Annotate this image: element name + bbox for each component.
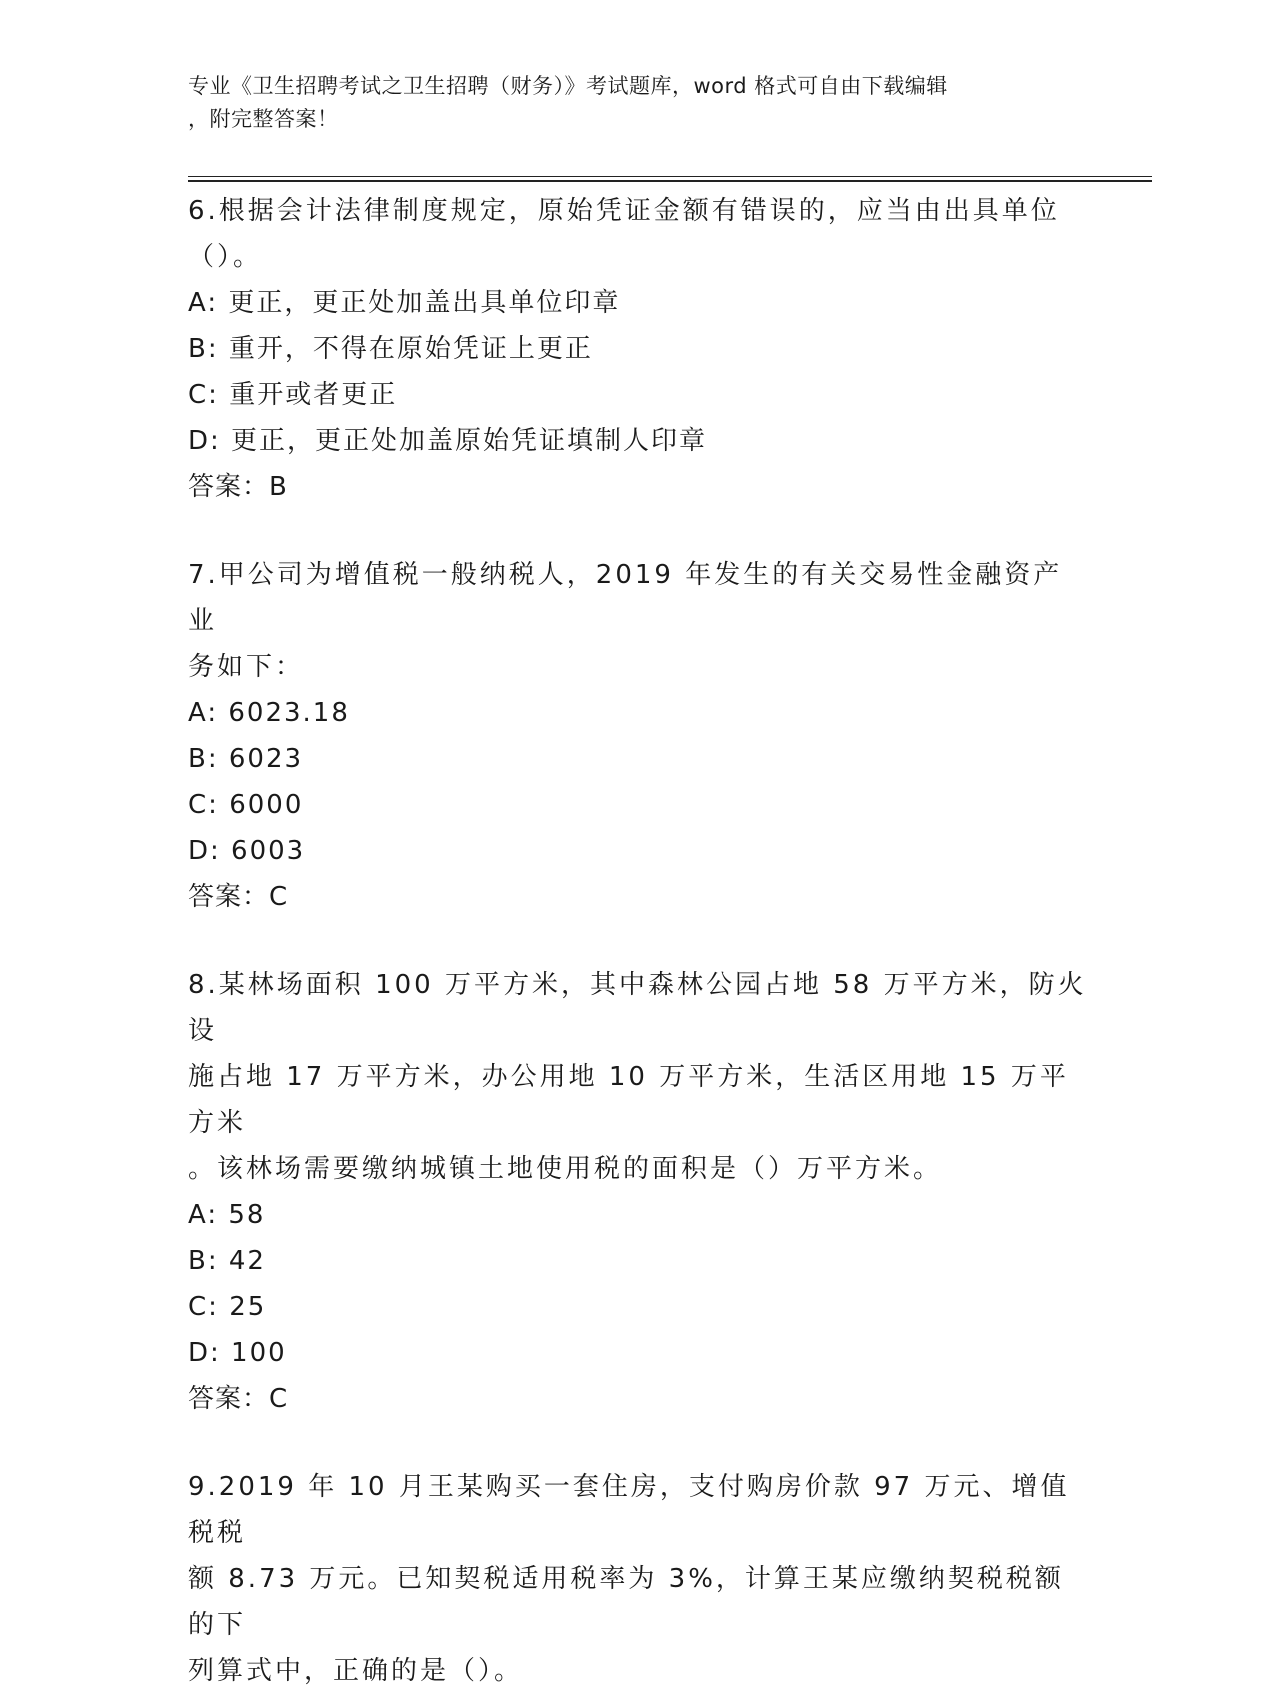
option-letter: D: [188, 1338, 221, 1368]
document-header [188, 70, 1080, 136]
question-stem: 务如下： [188, 652, 305, 682]
question-list [188, 188, 1088, 1694]
answer-label: 答案： [188, 882, 270, 912]
option-text: 更正，更正处加盖原始凭证填制人印章 [231, 426, 708, 456]
option-text: 42 [228, 1246, 266, 1276]
option-d [188, 828, 1088, 874]
question-6 [188, 188, 1088, 510]
option-b [188, 736, 1088, 782]
question-stem: 施占地 17 万平方米，办公用地 10 万平方米，生活区用地 15 万平方米 [188, 1062, 1069, 1138]
spacer [188, 510, 1088, 552]
answer-line [188, 1376, 1088, 1422]
question-7 [188, 552, 1088, 920]
question-8 [188, 962, 1088, 1422]
answer-value: C [269, 882, 289, 912]
answer-label: 答案： [188, 1384, 270, 1414]
option-letter: C: [188, 790, 219, 820]
option-c [188, 372, 1088, 418]
option-text: 6000 [229, 790, 304, 820]
header-line-1: 专业《卫生招聘考试之卫生招聘（财务）》考试题库，word 格式可自由下载编辑 [188, 74, 948, 98]
option-text: 6003 [231, 836, 306, 866]
option-text: 重开，不得在原始凭证上更正 [228, 334, 593, 364]
header-text [188, 70, 1080, 136]
divider-thick [188, 180, 1152, 182]
option-letter: D: [188, 426, 221, 456]
option-text: 25 [229, 1292, 267, 1322]
option-text: 100 [231, 1338, 287, 1368]
question-stem: （）。 [188, 242, 263, 272]
option-letter: C: [188, 380, 219, 410]
option-text: 重开或者更正 [229, 380, 398, 410]
question-stem: 额 8.73 万元。已知契税适用税率为 3%，计算王某应缴纳契税税额的下 [188, 1564, 1064, 1640]
option-letter: C: [188, 1292, 219, 1322]
header-line-2: ，附完整答案！ [188, 107, 339, 131]
question-stem: 列算式中，正确的是（）。 [188, 1656, 524, 1686]
option-text: 58 [228, 1200, 266, 1230]
answer-line [188, 464, 1088, 510]
question-stem: 。该林场需要缴纳城镇土地使用税的面积是（）万平方米。 [188, 1154, 943, 1184]
answer-value: B [269, 472, 288, 502]
question-9 [188, 1464, 1088, 1694]
divider-thin [188, 176, 1152, 177]
option-letter: B: [188, 744, 219, 774]
spacer [188, 1422, 1088, 1464]
option-text: 6023 [228, 744, 304, 774]
question-stem: 9.2019 年 10 月王某购买一套住房，支付购房价款 97 万元、增值税税 [188, 1472, 1070, 1548]
option-letter: A: [188, 288, 219, 318]
answer-line [188, 874, 1088, 920]
option-a [188, 690, 1088, 736]
answer-label: 答案： [188, 472, 270, 502]
option-letter: D: [188, 836, 221, 866]
answer-value: C [269, 1384, 289, 1414]
option-text: 更正，更正处加盖出具单位印章 [228, 288, 621, 318]
option-d [188, 418, 1088, 464]
question-stem: 8.某林场面积 100 万平方米，其中森林公园占地 58 万平方米，防火设 [188, 970, 1087, 1046]
option-letter: B: [188, 334, 219, 364]
option-a [188, 1192, 1088, 1238]
header-divider [188, 176, 1152, 182]
spacer [188, 920, 1088, 962]
option-c [188, 1284, 1088, 1330]
question-stem: 7.甲公司为增值税一般纳税人，2019 年发生的有关交易性金融资产业 [188, 560, 1063, 636]
option-a [188, 280, 1088, 326]
option-letter: A: [188, 698, 219, 728]
option-letter: A: [188, 1200, 219, 1230]
option-b [188, 326, 1088, 372]
option-d [188, 1330, 1088, 1376]
option-c [188, 782, 1088, 828]
option-letter: B: [188, 1246, 219, 1276]
question-stem: 6.根据会计法律制度规定，原始凭证金额有错误的，应当由出具单位 [188, 196, 1060, 226]
option-b [188, 1238, 1088, 1284]
option-text: 6023.18 [228, 698, 350, 728]
